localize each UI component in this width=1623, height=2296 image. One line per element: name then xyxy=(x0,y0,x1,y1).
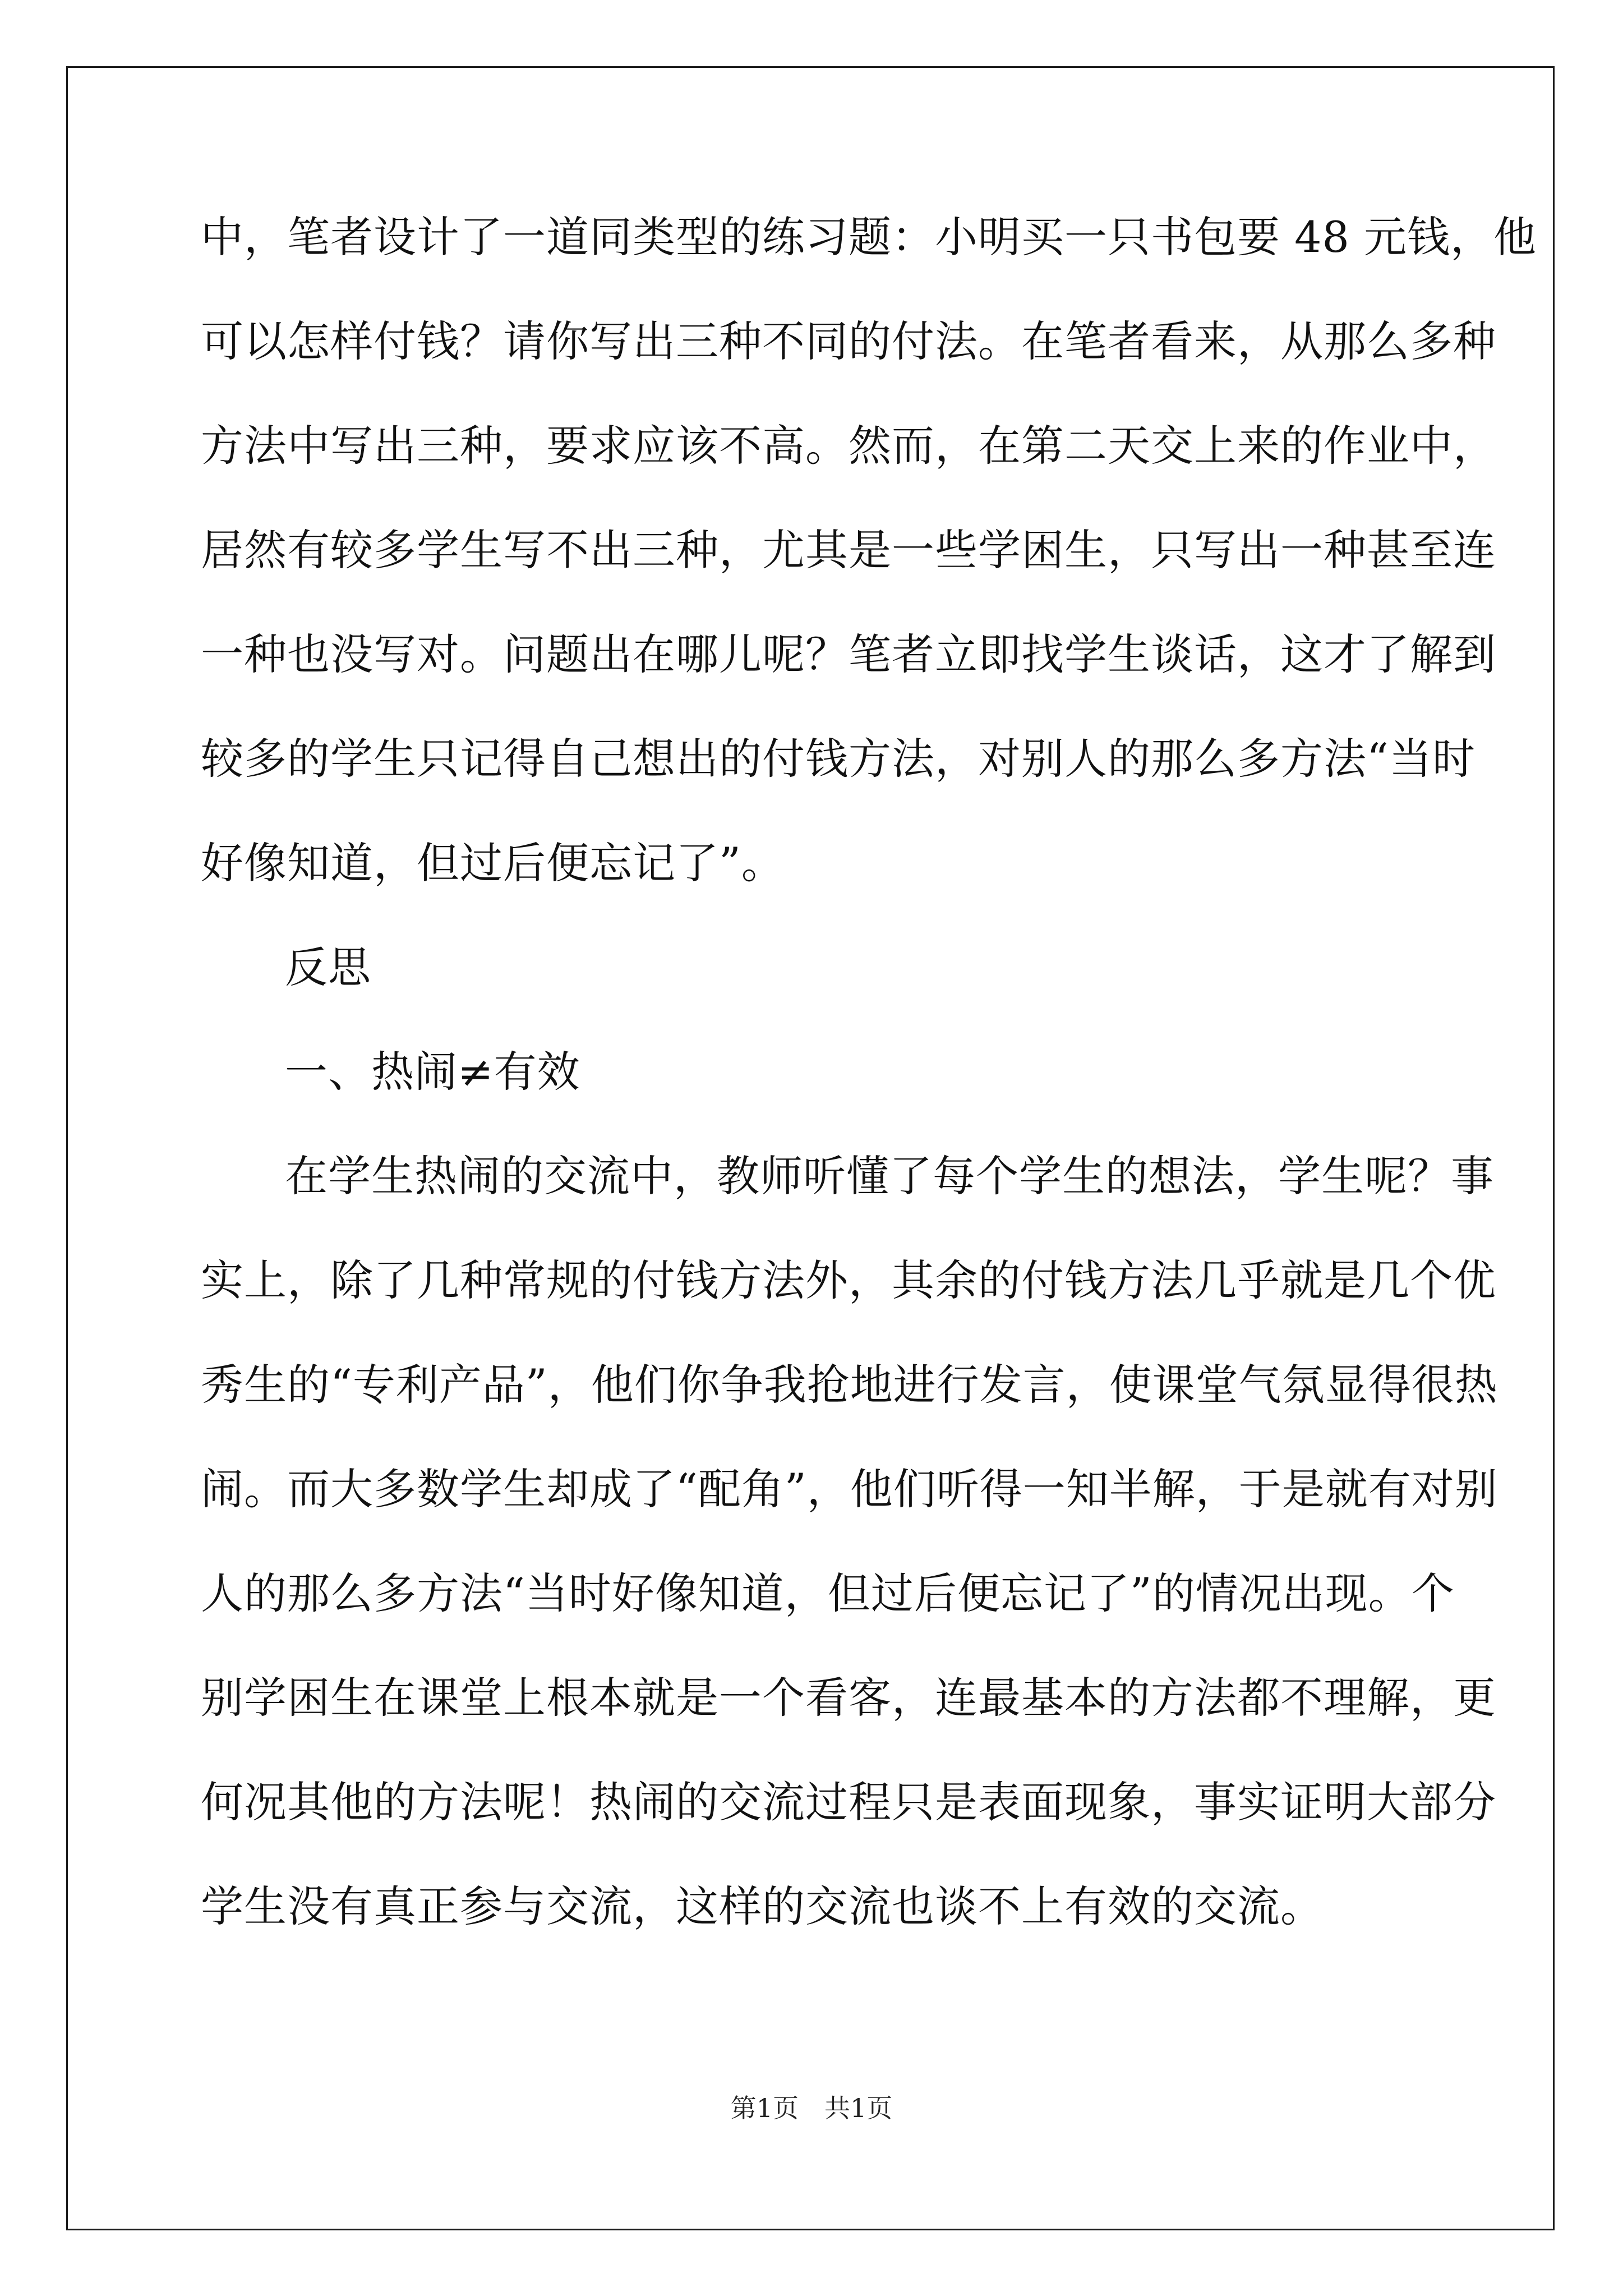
page-number-total: 共1页 xyxy=(824,2093,893,2123)
paragraph-line: 居然有较多学生写不出三种，尤其是一些学困生，只写出一种甚至连 xyxy=(201,525,1496,575)
paragraph-line: 人的那么多方法“当时好像知道，但过后便忘记了”的情况出现。个 xyxy=(201,1568,1455,1618)
subsection-heading: 一、热闹≠有效 xyxy=(285,1047,580,1097)
page-number-current: 第1页 xyxy=(730,2093,799,2123)
paragraph-line: 可以怎样付钱？请你写出三种不同的付法。在笔者看来，从那么多种 xyxy=(201,316,1496,366)
document-body xyxy=(201,210,1537,1984)
paragraph-line: 较多的学生只记得自己想出的付钱方法，对别人的那么多方法“当时 xyxy=(201,734,1476,784)
paragraph-line: 秀生的“专利产品”，他们你争我抢地进行发言，使课堂气氛显得很热 xyxy=(201,1360,1498,1410)
paragraph-line: 闹。而大多数学生却成了“配角”，他们听得一知半解，于是就有对别 xyxy=(201,1464,1498,1514)
paragraph-line: 方法中写出三种，要求应该不高。然而，在第二天交上来的作业中， xyxy=(201,421,1496,471)
paragraph-line: 中，笔者设计了一道同类型的练习题：小明买一只书包要 48 元钱，他 xyxy=(201,212,1537,262)
page-footer xyxy=(0,2091,1623,2125)
paragraph-line: 实上，除了几种常规的付钱方法外，其余的付钱方法几乎就是几个优 xyxy=(201,1255,1496,1305)
paragraph-line: 别学困生在课堂上根本就是一个看客，连最基本的方法都不理解，更 xyxy=(201,1673,1496,1723)
paragraph-line: 何况其他的方法呢！热闹的交流过程只是表面现象，事实证明大部分 xyxy=(201,1777,1496,1827)
paragraph-line: 学生没有真正参与交流，这样的交流也谈不上有效的交流。 xyxy=(201,1881,1324,1931)
section-heading: 反思 xyxy=(285,942,371,992)
paragraph-line: 一种也没写对。问题出在哪儿呢？笔者立即找学生谈话，这才了解到 xyxy=(201,629,1496,679)
paragraph-line: 在学生热闹的交流中，教师听懂了每个学生的想法，学生呢？事 xyxy=(285,1151,1494,1201)
paragraph-line: 好像知道，但过后便忘记了”。 xyxy=(201,838,785,888)
